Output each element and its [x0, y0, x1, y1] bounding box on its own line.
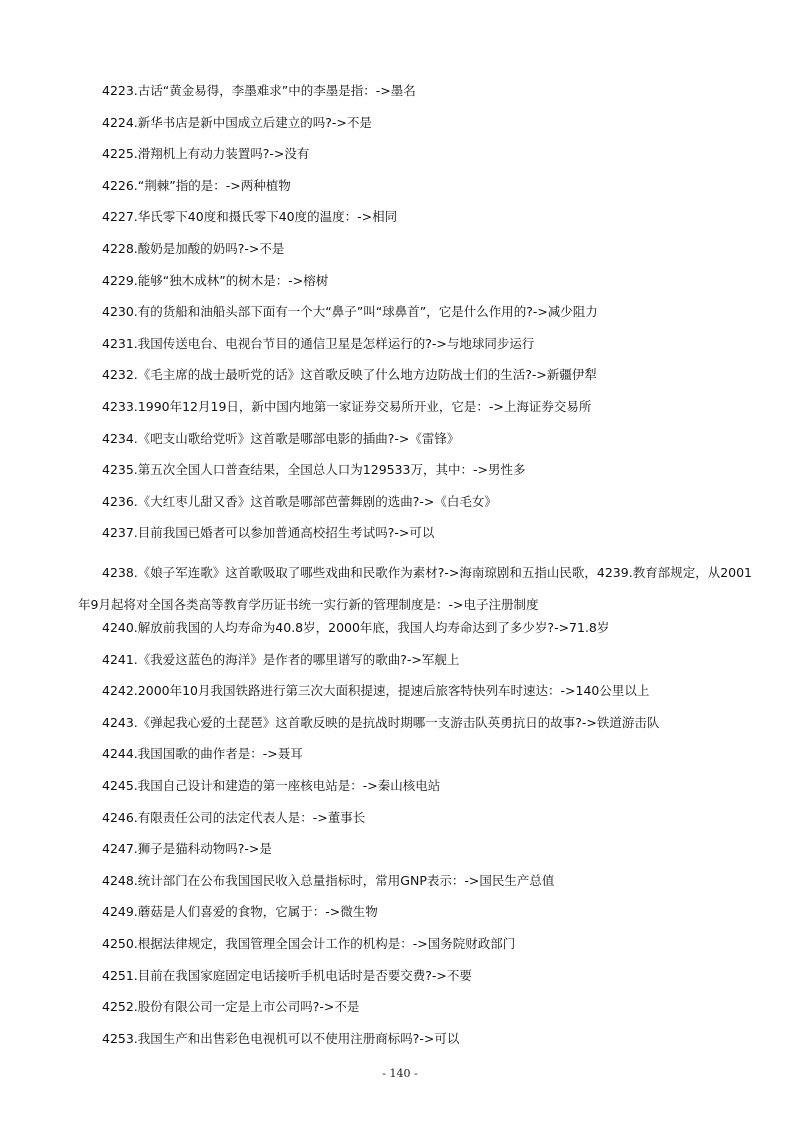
qa-entry: 4245.我国自己设计和建造的第一座核电站是：->秦山核电站 [102, 778, 441, 794]
page-number: - 140 - [382, 1067, 418, 1080]
qa-entry: 4250.根据法律规定，我国管理全国会计工作的机构是：->国务院财政部门 [102, 936, 516, 952]
qa-entry: 4236.《大红枣儿甜又香》这首歌是哪部芭蕾舞剧的选曲?->《白毛女》 [102, 493, 497, 509]
qa-entry: 4244.我国国歌的曲作者是：->聂耳 [102, 746, 303, 762]
qa-entry: 4223.古话“黄金易得，李墨难求”中的李墨是指：->墨名 [102, 83, 416, 98]
qa-entry: 4235.第五次全国人口普查结果，全国总人口为129533万，其中：->男性多 [102, 462, 526, 478]
qa-entry: 4228.酸奶是加酸的奶吗?->不是 [102, 240, 285, 256]
qa-entry: 4243.《弹起我心爱的土琵琶》这首歌反映的是抗战时期哪一支游击队英勇抗日的故事?->铁道游击队 [102, 714, 660, 730]
qa-entry: 4249.蘑菇是人们喜爱的食物，它属于：->微生物 [102, 904, 378, 920]
qa-entry: 4253.我国生产和出售彩色电视机可以不使用注册商标吗?->可以 [102, 1030, 460, 1046]
qa-list [78, 83, 758, 1062]
qa-entry: 4224.新华书店是新中国成立后建立的吗?->不是 [102, 114, 372, 130]
qa-entry: 4246.有限责任公司的法定代表人是：->董事长 [102, 809, 366, 825]
qa-entry: 4240.解放前我国的人均寿命为40.8岁，2000年底，我国人均寿命达到了多少岁?->71.8岁 [102, 620, 610, 636]
qa-entry: 4225.滑翔机上有动力装置吗?->没有 [102, 146, 310, 162]
qa-entry: 4248.统计部门在公布我国国民收入总量指标时，常用GNP表示：->国民生产总值 [102, 872, 555, 888]
qa-entry: 4242.2000年10月我国铁路进行第三次大面积提速，提速后旅客特快列车时速达：->140公里以上 [102, 683, 650, 699]
qa-entry: 4231.我国传送电台、电视台节目的通信卫星是怎样运行的?->与地球同步运行 [102, 335, 535, 351]
qa-entry: 4251.目前在我国家庭固定电话接听手机电话时是否要交费?->不要 [102, 967, 472, 983]
qa-entry: 4232.《毛主席的战士最听党的话》这首歌反映了什么地方边防战士们的生活?->新疆伊犁 [102, 367, 597, 383]
qa-entry: 4229.能够“独木成林”的树木是：->榕树 [102, 272, 329, 288]
qa-entry: 4233.1990年12月19日，新中国内地第一家证券交易所开业，它是：->上海证券交易所 [102, 398, 592, 414]
qa-entry: 4238.《娘子军连歌》这首歌吸取了哪些戏曲和民歌作为素材?->海南琼剧和五指山民歌，4239.教育部规定，从2001年9月起将对全国各类高等教育学历证书统一实行新的管理制度是：->电子注册制度 [78, 564, 753, 612]
qa-entry: 4230.有的货船和油船头部下面有一个大“鼻子”叫“球鼻首”，它是什么作用的?->减少阻力 [102, 304, 598, 320]
qa-entry: 4226.“荆棘”指的是：->两种植物 [102, 177, 291, 193]
qa-entry: 4252.股份有限公司一定是上市公司吗?->不是 [102, 999, 360, 1015]
qa-entry: 4227.华氏零下40度和摄氏零下40度的温度：->相同 [102, 209, 398, 225]
qa-entry: 4234.《吧支山歌给党听》这首歌是哪部电影的插曲?->《雷锋》 [102, 430, 460, 446]
qa-entry: 4241.《我爱这蓝色的海洋》是作者的哪里谱写的歌曲?->军舰上 [102, 651, 460, 667]
qa-entry: 4247.狮子是猫科动物吗?->是 [102, 841, 272, 857]
qa-entry: 4237.目前我国已婚者可以参加普通高校招生考试吗?->可以 [102, 525, 435, 541]
